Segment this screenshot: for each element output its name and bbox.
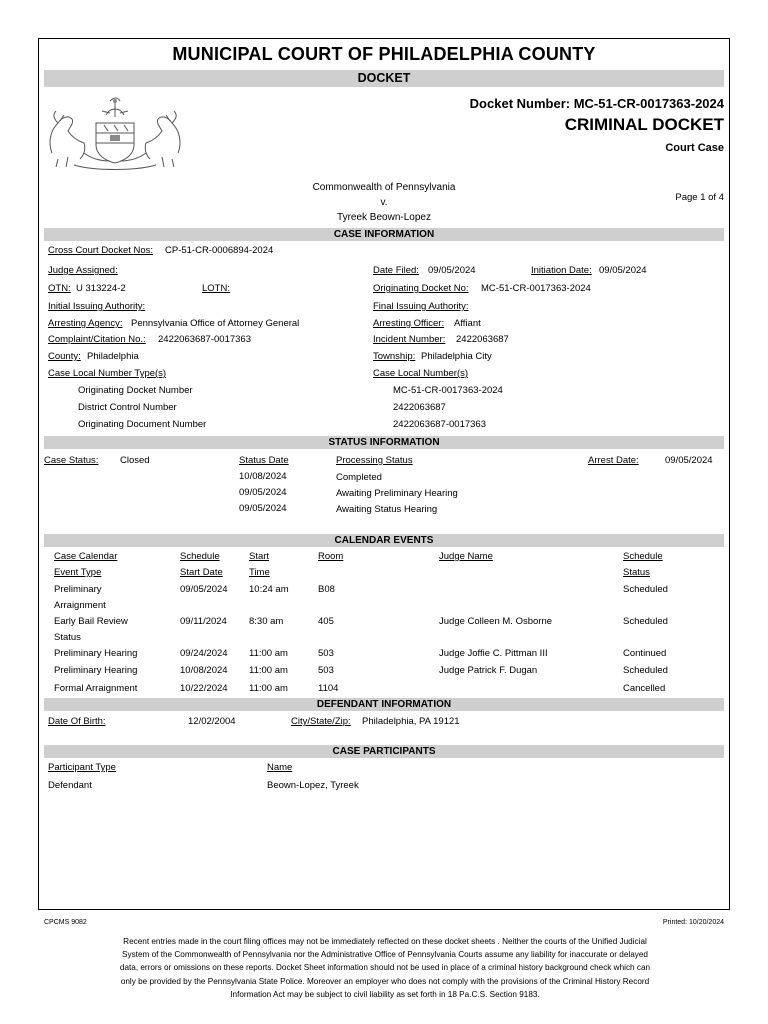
event-room: 405 [318, 616, 334, 627]
city-state-zip-value: Philadelphia, PA 19121 [362, 716, 460, 727]
arresting-officer-label: Arresting Officer: [373, 318, 445, 329]
status-row-date: 09/05/2024 [239, 487, 287, 498]
event-room: 503 [318, 665, 334, 676]
originating-docket-value: MC-51-CR-0017363-2024 [481, 283, 591, 294]
date-filed-value: 09/05/2024 [428, 265, 476, 276]
participant-type: Defendant [48, 780, 92, 791]
event-date: 09/24/2024 [180, 648, 228, 659]
col-schedule-status: Status [623, 567, 650, 578]
disclaimer-line: data, errors or omissions on these reports. Docket Sheet information should not be used in place of a criminal history background check which can [119, 963, 651, 973]
county-value: Philadelphia [87, 351, 139, 362]
local-type-3: Originating Document Number [78, 419, 207, 430]
event-status: Scheduled [623, 616, 668, 627]
col-judge-name: Judge Name [439, 551, 493, 562]
case-participants-heading: CASE PARTICIPANTS [44, 745, 724, 758]
caption-defendant: Tyreek Beown-Lopez [337, 212, 431, 223]
event-room: 503 [318, 648, 334, 659]
disclaimer-line: System of the Commonwealth of Pennsylvania nor the Administrative Office of Pennsylvania Courts assume any liability for inaccurate or delayed [122, 950, 648, 960]
status-information-heading: STATUS INFORMATION [44, 436, 724, 449]
event-type: Early Bail Review [54, 616, 128, 627]
col-event-type: Event Type [54, 567, 102, 578]
complaint-value: 2422063687-0017363 [158, 334, 251, 345]
col-participant-type: Participant Type [48, 762, 116, 773]
date-filed-label: Date Filed: [373, 265, 419, 276]
initiation-date-value: 09/05/2024 [599, 265, 647, 276]
cross-court-label: Cross Court Docket Nos: [48, 245, 154, 256]
printed-date: Printed: 10/20/2024 [662, 919, 724, 926]
event-date: 10/22/2024 [180, 683, 228, 694]
status-row-date: 09/05/2024 [239, 503, 287, 514]
event-room: 1104 [318, 683, 339, 694]
participant-name: Beown-Lopez, Tyreek [267, 780, 359, 791]
case-status-label: Case Status: [44, 455, 99, 466]
incident-number-value: 2422063687 [456, 334, 509, 345]
event-room: B08 [318, 584, 335, 595]
case-type: Court Case [665, 142, 724, 154]
disclaimer-line: Information Act may be subject to civil liability as set forth in 18 Pa.C.S. Section 9183. [230, 989, 540, 999]
processing-status-label: Processing Status [336, 455, 413, 466]
status-row-status: Awaiting Status Hearing [336, 504, 438, 515]
calendar-events-heading: CALENDAR EVENTS [44, 534, 724, 547]
disclaimer [80, 935, 690, 1001]
county-label: County: [48, 351, 81, 362]
arrest-date-label: Arrest Date: [588, 455, 639, 466]
judge-assigned-label: Judge Assigned: [48, 265, 118, 276]
otn-value: U 313224-2 [76, 283, 126, 294]
arrest-date-value: 09/05/2024 [665, 455, 713, 466]
case-status-value: Closed [120, 455, 150, 466]
event-date: 09/05/2024 [180, 584, 228, 595]
page-number: Page 1 of 4 [675, 192, 724, 203]
event-type: Formal Arraignment [54, 683, 138, 694]
township-value: Philadelphia City [421, 351, 492, 362]
event-type: Preliminary Hearing [54, 665, 138, 676]
event-type: Preliminary Hearing [54, 648, 138, 659]
event-judge: Judge Patrick F. Dugan [439, 665, 538, 676]
originating-docket-label: Originating Docket No: [373, 283, 469, 294]
col-schedule-status: Schedule [623, 551, 663, 562]
arresting-officer-value: Affiant [454, 318, 481, 329]
city-state-zip-label: City/State/Zip: [291, 716, 351, 727]
local-number-1: MC-51-CR-0017363-2024 [393, 385, 503, 396]
pennsylvania-seal-icon [44, 93, 186, 173]
dob-label: Date Of Birth: [48, 716, 106, 727]
court-title: MUNICIPAL COURT OF PHILADELPHIA COUNTY [172, 44, 596, 64]
cross-court-value: CP-51-CR-0006894-2024 [165, 245, 274, 256]
initial-authority-label: Initial Issuing Authority: [48, 301, 146, 312]
event-type: Status [54, 632, 81, 643]
lotn-label: LOTN: [202, 283, 230, 294]
status-row-date: 10/08/2024 [239, 471, 287, 482]
incident-number-label: Incident Number: [373, 334, 446, 345]
col-event-type: Case Calendar [54, 551, 118, 562]
event-date: 10/08/2024 [180, 665, 228, 676]
local-number-types-label: Case Local Number Type(s) [48, 368, 167, 379]
case-information-heading: CASE INFORMATION [44, 228, 724, 241]
caption-plaintiff: Commonwealth of Pennsylvania [312, 182, 456, 193]
dob-value: 12/02/2004 [188, 716, 236, 727]
docket-heading-bar: DOCKET [44, 70, 724, 87]
local-number-3: 2422063687-0017363 [393, 419, 486, 430]
event-judge: Judge Colleen M. Osborne [439, 616, 553, 627]
event-time: 10:24 am [249, 584, 289, 595]
local-type-1: Originating Docket Number [78, 385, 193, 396]
event-type: Preliminary [54, 584, 102, 595]
event-status: Scheduled [623, 665, 668, 676]
status-date-label: Status Date [239, 455, 289, 466]
event-status: Scheduled [623, 584, 668, 595]
col-schedule-start-date: Schedule [180, 551, 220, 562]
col-participant-name: Name [267, 762, 293, 773]
event-type: Arraignment [54, 600, 106, 611]
col-start-time: Start [249, 551, 270, 562]
arresting-agency-label: Arresting Agency: [48, 318, 123, 329]
defendant-information-heading: DEFENDANT INFORMATION [44, 698, 724, 711]
event-time: 11:00 am [249, 683, 288, 694]
status-row-status: Completed [336, 472, 382, 483]
final-authority-label: Final Issuing Authority: [373, 301, 469, 312]
initiation-date-label: Initiation Date: [531, 265, 592, 276]
col-schedule-start-date: Start Date [180, 567, 223, 578]
complaint-label: Complaint/Citation No.: [48, 334, 146, 345]
disclaimer-line: Recent entries made in the court filing offices may not be immediately reflected on these docket sheets . Neither the courts of the Unified Judicial [123, 937, 647, 946]
arresting-agency-value: Pennsylvania Office of Attorney General [131, 318, 300, 329]
event-time: 11:00 am [249, 648, 288, 659]
event-judge: Judge Joffie C. Pittman III [439, 648, 548, 659]
status-row-status: Awaiting Preliminary Hearing [336, 488, 458, 499]
col-start-time: Time [249, 567, 270, 578]
local-type-2: District Control Number [78, 402, 177, 413]
otn-label: OTN: [48, 283, 71, 294]
township-label: Township: [373, 351, 416, 362]
docket-number: Docket Number: MC-51-CR-0017363-2024 [469, 96, 724, 111]
local-numbers-label: Case Local Number(s) [373, 368, 469, 379]
event-time: 11:00 am [249, 665, 288, 676]
form-id: CPCMS 9082 [44, 919, 87, 926]
disclaimer-line: only be provided by the Pennsylvania State Police. Moreover an employer who does not comply with the provisions of the Criminal History Record [120, 976, 650, 986]
event-status: Cancelled [623, 683, 666, 694]
caption-versus: v. [380, 197, 388, 208]
docket-type: CRIMINAL DOCKET [564, 115, 724, 134]
local-number-2: 2422063687 [393, 402, 446, 413]
event-date: 09/11/2024 [180, 616, 227, 627]
event-status: Continued [623, 648, 667, 659]
col-room: Room [318, 551, 344, 562]
event-time: 8:30 am [249, 616, 284, 627]
